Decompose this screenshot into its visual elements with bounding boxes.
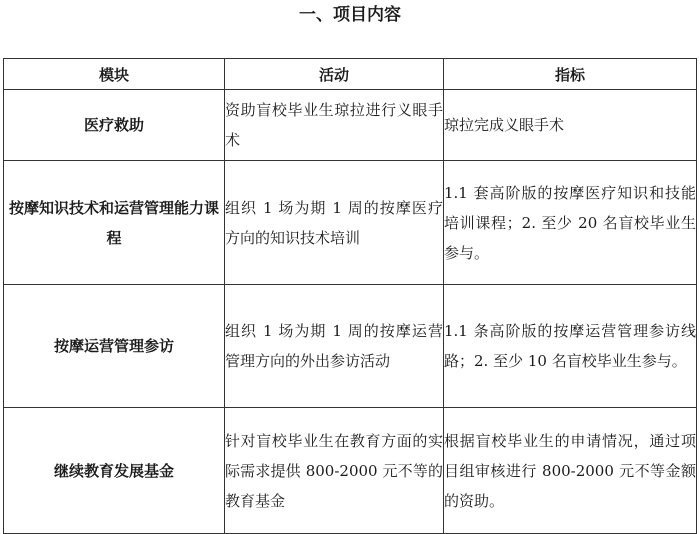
project-content-table bbox=[3, 58, 697, 534]
table-row bbox=[4, 161, 697, 285]
module-cell: 按摩知识技术和运营管理能力课程 bbox=[4, 161, 225, 285]
indicator-cell: 1.1 套高阶版的按摩医疗知识和技能培训课程；2. 至少 20 名盲校毕业生参与。 bbox=[444, 161, 697, 285]
header-activity: 活动 bbox=[225, 59, 444, 90]
module-cell: 继续教育发展基金 bbox=[4, 408, 225, 534]
table-row bbox=[4, 90, 697, 161]
table-row bbox=[4, 285, 697, 408]
table-header-row bbox=[4, 59, 697, 90]
indicator-cell: 根据盲校毕业生的申请情况，通过项目组审核进行 800-2000 元不等金额的资助。 bbox=[444, 408, 697, 534]
header-module: 模块 bbox=[4, 59, 225, 90]
module-cell: 医疗救助 bbox=[4, 90, 225, 161]
activity-cell: 组织 1 场为期 1 周的按摩医疗方向的知识技术培训 bbox=[225, 161, 444, 285]
module-cell: 按摩运营管理参访 bbox=[4, 285, 225, 408]
activity-cell: 组织 1 场为期 1 周的按摩运营管理方向的外出参访活动 bbox=[225, 285, 444, 408]
indicator-cell: 1.1 条高阶版的按摩运营管理参访线路；2. 至少 10 名盲校毕业生参与。 bbox=[444, 285, 697, 408]
page-title: 一、项目内容 bbox=[299, 5, 401, 25]
indicator-cell: 琼拉完成义眼手术 bbox=[444, 90, 697, 161]
activity-cell: 针对盲校毕业生在教育方面的实际需求提供 800-2000 元不等的教育基金 bbox=[225, 408, 444, 534]
table-row bbox=[4, 408, 697, 534]
activity-cell: 资助盲校毕业生琼拉进行义眼手术 bbox=[225, 90, 444, 161]
header-indicator: 指标 bbox=[444, 59, 697, 90]
